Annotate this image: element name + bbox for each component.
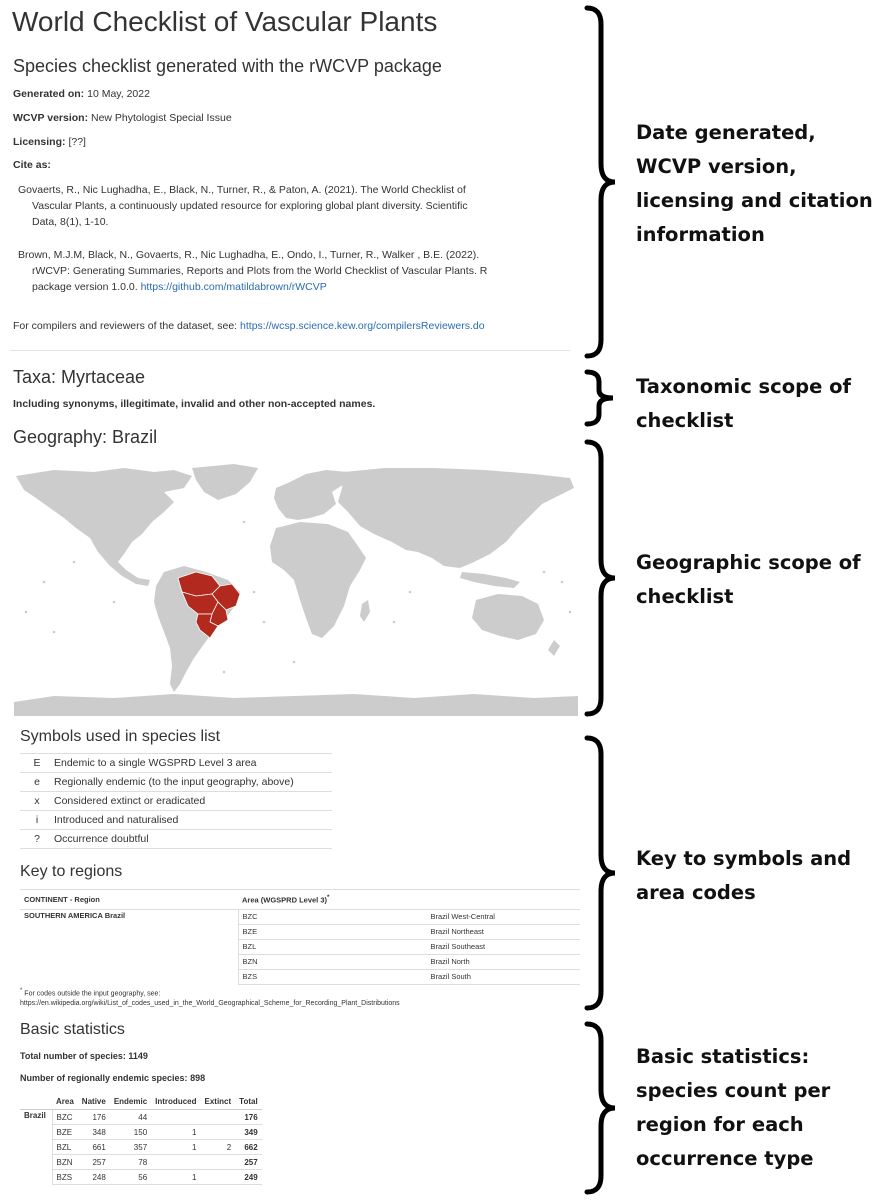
- island-dot: [293, 661, 296, 664]
- symbol-cell: i: [20, 811, 50, 830]
- stats-table: [20, 1094, 262, 1185]
- citation-rwcvp: [18, 247, 538, 295]
- column-header: Area: [52, 1094, 78, 1110]
- brace-icon: [583, 438, 623, 718]
- annotation-taxonomic-scope: [636, 370, 872, 438]
- regions-table: [20, 889, 580, 985]
- compilers-row: [13, 320, 485, 332]
- annotation-statistics: [636, 1040, 872, 1176]
- introduced-cell: [151, 1110, 200, 1125]
- island-dot: [263, 621, 266, 624]
- column-header: Total: [235, 1094, 262, 1110]
- page-title: World Checklist of Vascular Plants: [12, 6, 438, 37]
- brace-icon: [583, 4, 623, 360]
- column-header: CONTINENT - Region: [20, 890, 238, 910]
- regions-footnote: [20, 986, 580, 1009]
- total-species-line: [20, 1051, 148, 1061]
- island-dot: [253, 591, 256, 594]
- column-header: [238, 890, 580, 910]
- compilers-text: For compilers and reviewers of the dataset, see:: [13, 320, 238, 332]
- meaning-cell: Occurrence doubtful: [50, 830, 332, 849]
- annotation-header-info: [636, 116, 872, 252]
- area-name-cell: Brazil Northeast: [427, 924, 581, 939]
- citation-rwcvp-line: package version 1.0.0.: [32, 281, 138, 293]
- footnote-text: For codes outside the input geography, see:: [24, 990, 161, 998]
- generated-on-value: 10 May, 2022: [87, 88, 150, 100]
- annotation-line: Taxonomic scope of: [636, 375, 851, 398]
- table-row: [20, 909, 580, 924]
- island-dot: [561, 581, 564, 584]
- island-dot: [73, 561, 76, 564]
- symbol-cell: e: [20, 773, 50, 792]
- extinct-cell: [201, 1170, 236, 1185]
- total-species-value: 1149: [128, 1051, 148, 1061]
- cite-as-label: Cite as:: [13, 159, 51, 171]
- total-cell: 349: [235, 1125, 262, 1140]
- citation-wcvp-line: Vascular Plants, a continuously updated resource for exploring global plant diversity. Scientific: [32, 200, 468, 212]
- total-cell: 257: [235, 1155, 262, 1170]
- introduced-cell: [151, 1155, 200, 1170]
- continent-cell: SOUTHERN AMERICA Brazil: [20, 909, 238, 984]
- compilers-link[interactable]: https://wcsp.science.kew.org/compilersReviewers.do: [240, 320, 485, 332]
- area-cell: BZN: [52, 1155, 78, 1170]
- wcvp-version-label: WCVP version:: [13, 112, 89, 124]
- meaning-cell: Endemic to a single WGSPRD Level 3 area: [50, 754, 332, 773]
- table-header-row: [20, 890, 580, 910]
- annotation-line: species count per: [636, 1079, 831, 1102]
- annotation-geographic-scope: [636, 546, 872, 614]
- extinct-cell: [201, 1125, 236, 1140]
- introduced-cell: 1: [151, 1125, 200, 1140]
- extinct-cell: 2: [201, 1140, 236, 1155]
- area-code-cell: BZN: [238, 954, 427, 969]
- area-code-cell: BZE: [238, 924, 427, 939]
- table-row: [20, 1125, 262, 1140]
- endemic-cell: 150: [110, 1125, 151, 1140]
- annotation-line: occurrence type: [636, 1147, 814, 1170]
- generated-on-row: [13, 88, 150, 100]
- citation-wcvp-line: Data, 8(1), 1-10.: [32, 216, 109, 228]
- endemic-cell: 78: [110, 1155, 151, 1170]
- endemic-species-value: 898: [190, 1073, 206, 1083]
- annotation-line: WCVP version,: [636, 155, 797, 178]
- table-row: [20, 811, 332, 830]
- footnote-marker: *: [327, 894, 330, 901]
- island-dot: [243, 521, 246, 524]
- licensing-value: [??]: [68, 136, 86, 148]
- symbol-cell: E: [20, 754, 50, 773]
- annotation-line: Geographic scope of: [636, 551, 861, 574]
- section-divider: [10, 350, 570, 351]
- table-header-row: [20, 1094, 262, 1110]
- annotation-line: Key to symbols and: [636, 847, 852, 870]
- wcvp-version-value: New Phytologist Special Issue: [91, 112, 232, 124]
- endemic-cell: 44: [110, 1110, 151, 1125]
- area-code-cell: BZL: [238, 939, 427, 954]
- column-header: Introduced: [151, 1094, 200, 1110]
- cite-as-row: [13, 159, 51, 171]
- page-subtitle: Species checklist generated with the rWCVP package: [13, 56, 442, 76]
- total-cell: 662: [235, 1140, 262, 1155]
- world-map: [14, 462, 578, 716]
- total-cell: 176: [235, 1110, 262, 1125]
- endemic-species-line: [20, 1073, 205, 1083]
- brace-icon: [583, 1020, 623, 1196]
- area-cell: BZE: [52, 1125, 78, 1140]
- footnote-marker: *: [20, 988, 23, 994]
- symbol-cell: ?: [20, 830, 50, 849]
- rwcvp-github-link[interactable]: https://github.com/matildabrown/rWCVP: [140, 281, 327, 293]
- citation-rwcvp-line: Brown, M.J.M, Black, N., Govaerts, R., Nic Lughadha, E., Ondo, I., Turner, R., Walker , B.E. (2022).: [18, 249, 480, 261]
- annotation-line: Date generated,: [636, 121, 816, 144]
- country-cell: Brazil: [20, 1110, 52, 1185]
- island-dot: [25, 611, 28, 614]
- endemic-cell: 357: [110, 1140, 151, 1155]
- citation-wcvp-line: Govaerts, R., Nic Lughadha, E., Black, N., Turner, R., & Paton, A. (2021). The World Checklist of: [18, 184, 466, 196]
- area-name-cell: Brazil South: [427, 969, 581, 984]
- island-dot: [113, 601, 116, 604]
- column-header: Endemic: [110, 1094, 151, 1110]
- footnote-url: https://en.wikipedia.org/wiki/List_of_codes_used_in_the_World_Geographical_Scheme_for_Recording_Plant_Distributions: [20, 1000, 400, 1008]
- column-header: Extinct: [201, 1094, 236, 1110]
- column-header: [20, 1094, 52, 1110]
- citation-rwcvp-line: rWCVP: Generating Summaries, Reports and Plots from the World Checklist of Vascular Plants. R: [32, 265, 488, 277]
- native-cell: 348: [78, 1125, 110, 1140]
- island-dot: [43, 581, 46, 584]
- table-row: [20, 792, 332, 811]
- island-dot: [223, 671, 226, 674]
- annotation-line: licensing and citation: [636, 189, 873, 212]
- generated-on-label: Generated on:: [13, 88, 85, 100]
- wcvp-version-row: [13, 112, 232, 124]
- island-dot: [569, 611, 572, 614]
- area-cell: BZL: [52, 1140, 78, 1155]
- geography-heading: Geography: Brazil: [13, 427, 158, 447]
- table-row: [20, 1140, 262, 1155]
- citation-wcvp: [18, 182, 538, 230]
- table-row: [20, 830, 332, 849]
- area-code-cell: BZC: [238, 909, 427, 924]
- area-cell: BZS: [52, 1170, 78, 1185]
- column-header-label: Area (WGSPRD Level 3): [242, 895, 328, 905]
- symbols-heading: Symbols used in species list: [20, 728, 221, 745]
- licensing-row: [13, 136, 86, 148]
- native-cell: 661: [78, 1140, 110, 1155]
- meaning-cell: Introduced and naturalised: [50, 811, 332, 830]
- table-row: [20, 1110, 262, 1125]
- column-header: Native: [78, 1094, 110, 1110]
- table-row: [20, 773, 332, 792]
- symbol-cell: x: [20, 792, 50, 811]
- native-cell: 248: [78, 1170, 110, 1185]
- brace-icon: [583, 734, 623, 1012]
- native-cell: 257: [78, 1155, 110, 1170]
- extinct-cell: [201, 1110, 236, 1125]
- endemic-species-label: Number of regionally endemic species:: [20, 1073, 188, 1083]
- island-dot: [393, 621, 396, 624]
- stats-heading: Basic statistics: [20, 1021, 125, 1038]
- total-cell: 249: [235, 1170, 262, 1185]
- introduced-cell: 1: [151, 1140, 200, 1155]
- extinct-cell: [201, 1155, 236, 1170]
- regions-heading: Key to regions: [20, 863, 123, 880]
- symbols-table: [20, 753, 332, 849]
- area-name-cell: Brazil Southeast: [427, 939, 581, 954]
- meaning-cell: Regionally endemic (to the input geography, above): [50, 773, 332, 792]
- taxa-note: Including synonyms, illegitimate, invalid and other non-accepted names.: [13, 398, 376, 410]
- area-name-cell: Brazil North: [427, 954, 581, 969]
- island-dot: [543, 571, 546, 574]
- annotation-line: checklist: [636, 409, 734, 432]
- area-code-cell: BZS: [238, 969, 427, 984]
- brace-icon: [583, 368, 623, 428]
- area-cell: BZC: [52, 1110, 78, 1125]
- table-row: [20, 1170, 262, 1185]
- annotation-key: [636, 842, 872, 910]
- area-name-cell: Brazil West-Central: [427, 909, 581, 924]
- annotation-line: region for each: [636, 1113, 804, 1136]
- annotation-line: information: [636, 223, 765, 246]
- total-species-label: Total number of species:: [20, 1051, 126, 1061]
- island-dot: [409, 591, 412, 594]
- taxa-heading: Taxa: Myrtaceae: [13, 367, 146, 387]
- endemic-cell: 56: [110, 1170, 151, 1185]
- annotation-line: area codes: [636, 881, 756, 904]
- annotation-line: Basic statistics:: [636, 1045, 810, 1068]
- native-cell: 176: [78, 1110, 110, 1125]
- table-row: [20, 754, 332, 773]
- island-dot: [53, 631, 56, 634]
- table-row: [20, 1155, 262, 1170]
- licensing-label: Licensing:: [13, 136, 66, 148]
- meaning-cell: Considered extinct or eradicated: [50, 792, 332, 811]
- annotation-line: checklist: [636, 585, 734, 608]
- introduced-cell: 1: [151, 1170, 200, 1185]
